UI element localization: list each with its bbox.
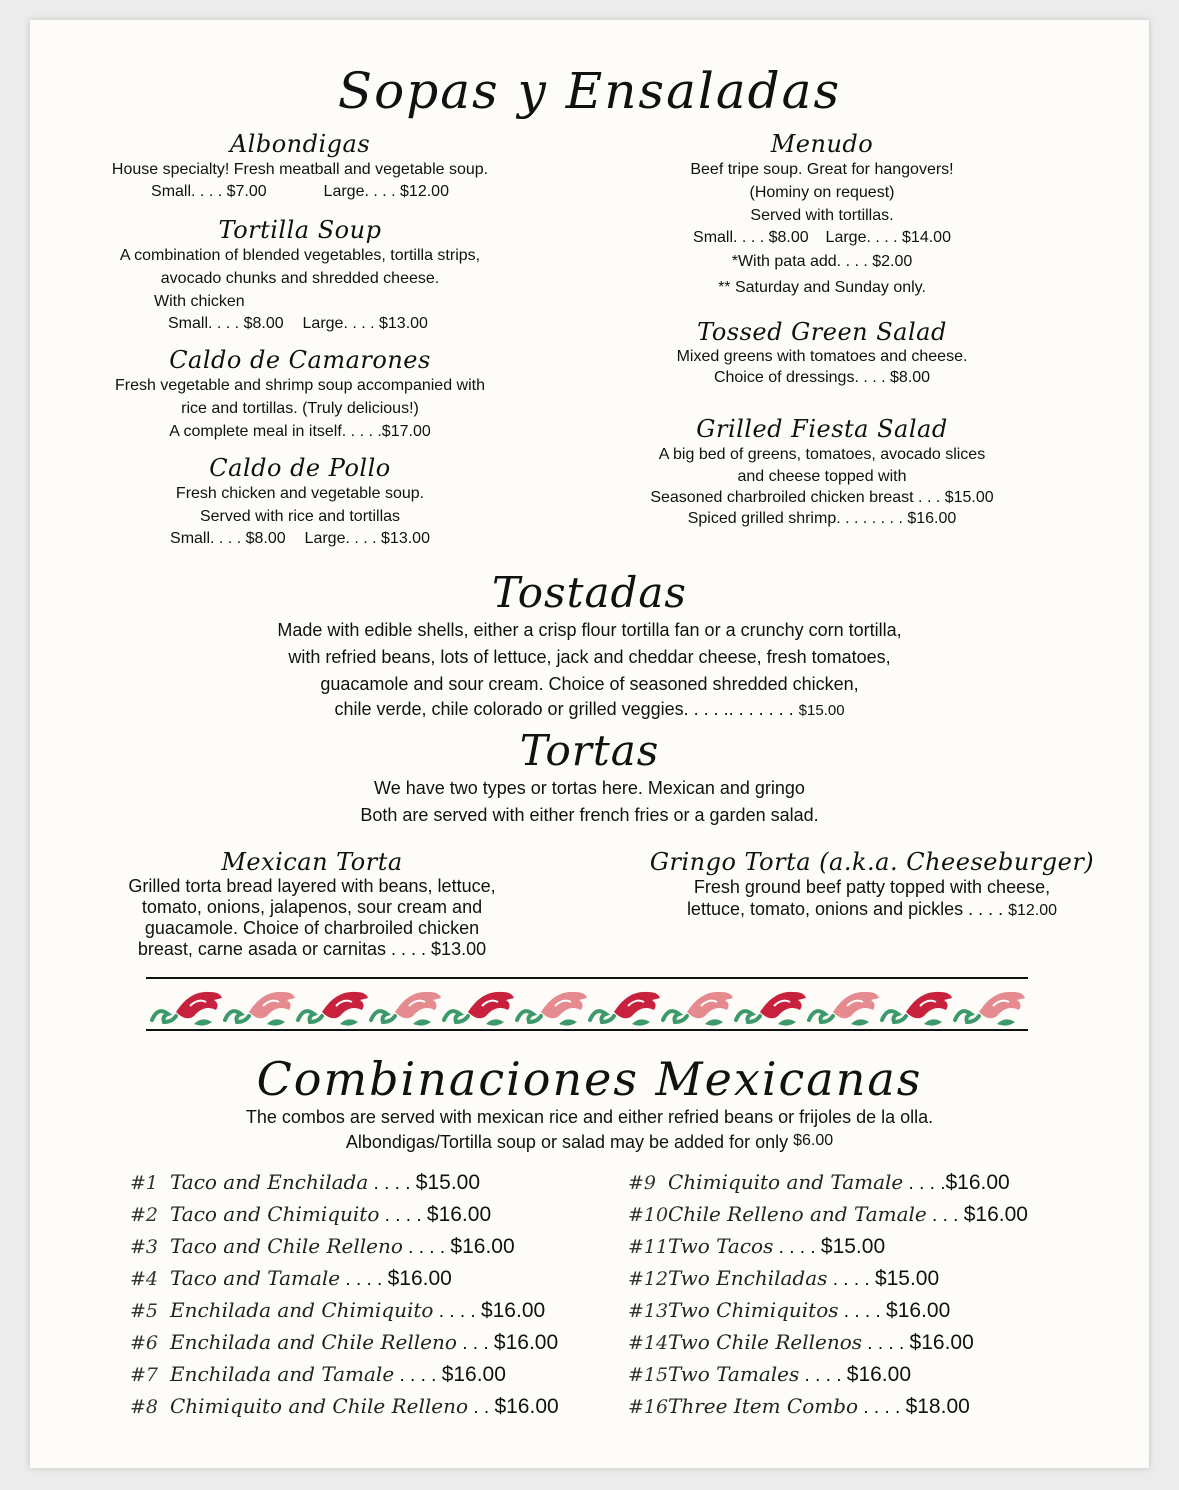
albondigas-block: [70, 130, 530, 202]
gringo-price: $12.00: [1008, 902, 1058, 919]
combo-name: Enchilada and Chile Relleno: [170, 1330, 457, 1354]
combo-number: #11: [628, 1236, 669, 1258]
menudo-prices: [602, 227, 1042, 248]
pollo-desc1: Fresh chicken and vegetable soup.: [175, 485, 425, 502]
tortilla-prices: [70, 313, 530, 334]
tortilla-small: Small. . . . $8.00: [168, 315, 284, 332]
mexican-desc3: guacamole. Choice of charbroiled chicken: [144, 918, 480, 938]
tostadas-title: Tostadas: [492, 568, 687, 617]
tortilla-desc1: A combination of blended vegetables, tortilla strips,: [119, 247, 481, 264]
fiesta-desc3: Seasoned charbroiled chicken breast . . . $15.00: [650, 489, 994, 506]
menudo-note: ** Saturday and Sunday only.: [718, 279, 926, 296]
combo-name: Two Enchiladas: [668, 1266, 828, 1290]
tortas-title: Tortas: [519, 726, 660, 775]
combo-price: $15.00: [874, 1267, 940, 1290]
combos-line1: The combos are served with mexican rice and either refried beans or frijoles de la olla.: [245, 1107, 934, 1127]
combos-addon: Albondigas/Tortilla soup or salad may be added for only: [345, 1132, 789, 1152]
tostadas-line3: guacamole and sour cream. Choice of seasoned shredded chicken,: [320, 674, 859, 694]
combo-name: Taco and Chimiquito: [170, 1202, 380, 1226]
combo-dots: . . . .: [402, 1237, 451, 1258]
mexican-options: breast, carne asada or carnitas . . . .: [137, 939, 427, 959]
combo-price: $16.00: [387, 1267, 452, 1290]
albondigas-desc: House specialty! Fresh meatball and vegetable soup.: [111, 161, 489, 178]
combo-number: #4: [130, 1268, 159, 1290]
menudo-large: Large. . . . $14.00: [825, 229, 951, 246]
combo-dots: . . . .: [903, 1173, 946, 1194]
mexican-desc4: [92, 939, 532, 960]
combo-price: $16.00: [493, 1331, 559, 1354]
combo-dots: . . . .: [862, 1333, 910, 1354]
camarones-block: [70, 346, 530, 443]
tortilla-soup-block: [70, 216, 530, 334]
combo-item: [130, 1266, 452, 1291]
combo-number: #2: [130, 1204, 159, 1226]
pollo-desc2: Served with rice and tortillas: [199, 508, 401, 525]
combo-name: Two Chimiquitos: [668, 1298, 839, 1322]
tostadas-choices: chile verde, chile colorado or grilled veggies. . . . .. . . . . . .: [334, 699, 794, 719]
menudo-small: Small. . . . $8.00: [693, 229, 809, 246]
combo-price: $16.00: [963, 1203, 1028, 1226]
tostadas-line1: Made with edible shells, either a crisp flour tortilla fan or a crunchy corn tortilla,: [277, 620, 902, 640]
combo-item: [628, 1362, 911, 1387]
combo-dots: . . .: [456, 1333, 494, 1354]
combo-item: [628, 1394, 970, 1419]
menudo-block: [602, 130, 1042, 298]
combo-number: #13: [628, 1300, 669, 1322]
pollo-block: [70, 454, 530, 549]
combo-item: [628, 1266, 939, 1291]
combos-title: Combinaciones Mexicanas: [256, 1052, 923, 1106]
combo-name: Two Chile Rellenos: [668, 1330, 863, 1354]
menudo-title: Menudo: [770, 130, 874, 158]
combo-dots: . .: [468, 1397, 495, 1418]
combo-dots: . . .: [926, 1205, 964, 1226]
gringo-toppings: lettuce, tomato, onions and pickles . . . .: [686, 899, 1004, 919]
combo-dots: . . . .: [368, 1173, 416, 1194]
menu-page: [30, 20, 1149, 1468]
combo-price: $15.00: [820, 1235, 886, 1258]
tortilla-large: Large. . . . $13.00: [302, 315, 428, 332]
menudo-pata: *With pata add. . . . $2.00: [731, 253, 913, 270]
combo-price: $16.00: [886, 1299, 951, 1322]
tortilla-soup-title: Tortilla Soup: [218, 216, 382, 244]
tostadas-line2: with refried beans, lots of lettuce, jack and cheddar cheese, fresh tomatoes,: [288, 647, 891, 667]
combos-header: [30, 1052, 1149, 1154]
combo-name: Enchilada and Tamale: [170, 1362, 395, 1386]
combo-dots: . . . .: [340, 1269, 388, 1290]
combo-number: #5: [130, 1300, 159, 1322]
combo-number: #10: [628, 1204, 669, 1226]
combo-price: $16.00: [441, 1363, 506, 1386]
tortilla-desc3: With chicken: [154, 293, 245, 310]
mexican-torta-title: Mexican Torta: [221, 848, 403, 876]
divider-bottom: [146, 1029, 1028, 1031]
combo-number: #16: [628, 1396, 669, 1418]
albondigas-prices: [70, 181, 530, 202]
combo-number: #6: [130, 1332, 159, 1354]
green-salad-block: [602, 318, 1042, 388]
combo-price: $16.00: [494, 1395, 559, 1418]
menudo-desc2: (Hominy on request): [749, 184, 895, 201]
combo-name: Chile Relleno and Tamale: [668, 1202, 927, 1226]
combo-name: Taco and Chile Relleno: [170, 1234, 403, 1258]
mexican-torta-block: [92, 848, 532, 960]
combo-item: [130, 1234, 515, 1259]
combo-dots: . . . .: [838, 1301, 887, 1322]
combo-item: [628, 1298, 950, 1323]
combo-price: $16.00: [846, 1363, 911, 1386]
combo-dots: . . . .: [799, 1365, 847, 1386]
combo-item: [130, 1298, 545, 1323]
pollo-small: Small. . . . $8.00: [170, 530, 286, 547]
fiesta-desc4: Spiced grilled shrimp. . . . . . . . $16.00: [687, 510, 957, 527]
fiesta-desc2: and cheese topped with: [737, 468, 907, 485]
combo-item: [628, 1202, 1028, 1227]
combo-item: [628, 1330, 974, 1355]
pollo-title: Caldo de Pollo: [209, 454, 391, 482]
combo-item: [628, 1234, 885, 1259]
combos-line2: [30, 1129, 1149, 1154]
menudo-desc1: Beef tripe soup. Great for hangovers!: [690, 161, 954, 178]
combo-dots: . . . .: [858, 1397, 906, 1418]
combo-dots: . . . .: [433, 1301, 481, 1322]
camarones-desc1: Fresh vegetable and shrimp soup accompanied with: [115, 377, 485, 394]
combo-number: #15: [628, 1364, 669, 1386]
combo-item: [130, 1362, 506, 1387]
bird-border-icon: [150, 982, 1026, 1028]
combo-dots: . . . .: [394, 1365, 442, 1386]
green-salad-title: Tossed Green Salad: [697, 318, 947, 346]
page-title: Sopas y Ensaladas: [337, 62, 842, 120]
combo-number: #1: [130, 1172, 159, 1194]
combo-number: #7: [130, 1364, 159, 1386]
tortas-line2: Both are served with either french fries or a garden salad.: [360, 805, 819, 825]
green-salad-desc1: Mixed greens with tomatoes and cheese.: [676, 348, 968, 365]
mexican-desc1: Grilled torta bread layered with beans, lettuce,: [128, 876, 496, 896]
albondigas-small: Small. . . . $7.00: [151, 183, 267, 200]
camarones-complete: A complete meal in itself. . . . .: [169, 423, 382, 440]
fiesta-salad-block: [602, 415, 1042, 529]
menudo-desc3: Served with tortillas.: [750, 207, 894, 224]
combo-number: #9: [628, 1172, 657, 1194]
combo-name: Two Tacos: [668, 1234, 774, 1258]
combo-price: $16.00: [945, 1171, 1010, 1194]
gringo-torta-block: [642, 848, 1102, 922]
gringo-desc1: Fresh ground beef patty topped with cheese,: [693, 877, 1051, 897]
combo-dots: . . . .: [379, 1205, 427, 1226]
combo-item: [130, 1202, 491, 1227]
combo-price: $18.00: [905, 1395, 970, 1418]
combo-price: $16.00: [426, 1203, 492, 1226]
combo-number: #3: [130, 1236, 159, 1258]
combo-number: #14: [628, 1332, 669, 1354]
combo-name: Taco and Tamale: [170, 1266, 341, 1290]
combo-number: #8: [130, 1396, 159, 1418]
combo-item: [130, 1330, 558, 1355]
combo-price: $16.00: [450, 1235, 515, 1258]
combo-price: $15.00: [415, 1171, 481, 1194]
fiesta-desc1: A big bed of greens, tomatoes, avocado slices: [658, 446, 986, 463]
divider-top: [146, 977, 1028, 979]
combo-name: Two Tamales: [668, 1362, 800, 1386]
albondigas-large: Large. . . . $12.00: [323, 183, 449, 200]
pollo-prices: [70, 528, 530, 549]
tortas-block: [30, 726, 1149, 829]
combo-name: Enchilada and Chimiquito: [170, 1298, 434, 1322]
albondigas-title: Albondigas: [229, 130, 371, 158]
pollo-large: Large. . . . $13.00: [304, 530, 430, 547]
combo-dots: . . . .: [827, 1269, 875, 1290]
combos-addon-price: $6.00: [793, 1132, 834, 1149]
mexican-desc2: tomato, onions, jalapenos, sour cream and: [141, 897, 483, 917]
camarones-price: $17.00: [381, 423, 431, 440]
combo-name: Taco and Enchilada: [170, 1170, 369, 1194]
gringo-torta-title: Gringo Torta (a.k.a. Cheeseburger): [649, 848, 1095, 876]
combo-name: Chimiquito and Tamale: [668, 1170, 904, 1194]
combo-item: [130, 1170, 480, 1195]
combo-name: Chimiquito and Chile Relleno: [170, 1394, 469, 1418]
combo-item: [628, 1170, 1010, 1195]
combo-price: $16.00: [480, 1299, 546, 1322]
mexican-price: $13.00: [431, 939, 487, 959]
tortilla-desc2: avocado chunks and shredded cheese.: [160, 270, 440, 287]
tostadas-block: [30, 568, 1149, 722]
camarones-title: Caldo de Camarones: [169, 346, 431, 374]
combo-dots: . . . .: [773, 1237, 821, 1258]
tostadas-price: $15.00: [798, 702, 845, 719]
combo-name: Three Item Combo: [668, 1394, 859, 1418]
tostadas-line4: [30, 698, 1149, 722]
combo-number: #12: [628, 1268, 669, 1290]
camarones-desc3: [70, 420, 530, 443]
camarones-desc2: rice and tortillas. (Truly delicious!): [181, 400, 419, 417]
combo-item: [130, 1394, 559, 1419]
green-salad-desc2: Choice of dressings. . . . $8.00: [713, 369, 931, 386]
fiesta-salad-title: Grilled Fiesta Salad: [696, 415, 948, 443]
gringo-desc2: [642, 898, 1102, 922]
tortas-line1: We have two types or tortas here. Mexican and gringo: [374, 778, 805, 798]
combo-price: $16.00: [909, 1331, 974, 1354]
